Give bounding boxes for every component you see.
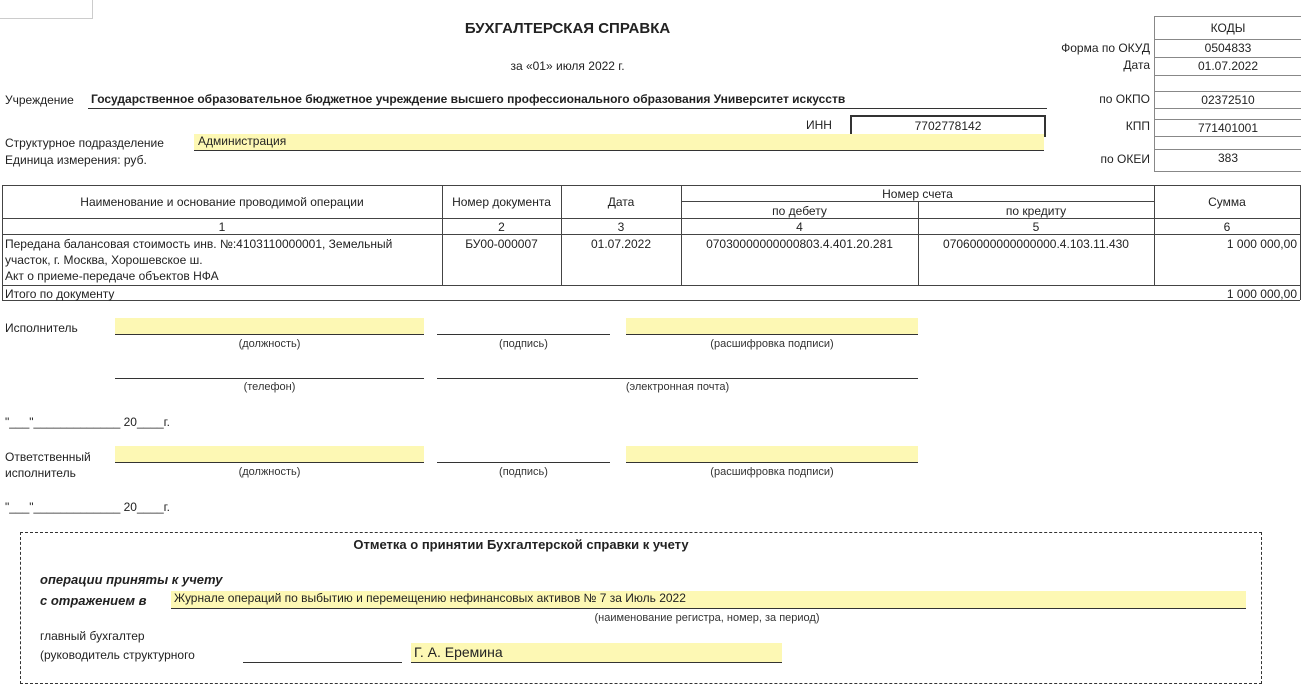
inn-label: ИНН xyxy=(806,118,832,132)
th-account: Номер счета xyxy=(882,187,953,201)
th-date: Дата xyxy=(607,195,635,209)
codes-box xyxy=(1154,16,1301,172)
date-code-value: 01.07.2022 xyxy=(1155,58,1301,76)
okei-value: 383 xyxy=(1217,151,1239,165)
executor-phone-caption: (телефон) xyxy=(243,381,296,393)
okpo-value: 02372510 xyxy=(1155,92,1301,109)
col-number: 5 xyxy=(1032,220,1040,234)
document-title: БУХГАЛТЕРСКАЯ СПРАВКА xyxy=(464,20,671,37)
responsible-signature-caption: (подпись) xyxy=(499,466,548,478)
responsible-signature-field[interactable] xyxy=(437,446,610,463)
col-number: 1 xyxy=(218,220,226,234)
kpp-value: 771401001 xyxy=(1155,120,1301,137)
row-name-line: Акт о приеме-передаче объектов НФА xyxy=(5,269,219,283)
inn-value: 7702778142 xyxy=(850,115,1046,137)
chief-signature-field[interactable] xyxy=(243,647,402,663)
executor-date-blank: "___"_____________ 20____г. xyxy=(5,415,170,429)
row-doc-no: БУ00-000007 xyxy=(465,237,538,251)
chief-line1: главный бухгалтер xyxy=(40,629,145,643)
row-sum: 1 000 000,00 xyxy=(1226,237,1297,251)
row-name-line: Передана балансовая стоимость инв. №:4103110000001, Земельный xyxy=(5,237,393,251)
chief-line2: (руководитель структурного xyxy=(40,648,195,662)
col-number: 4 xyxy=(796,220,803,234)
executor-signature-field[interactable] xyxy=(437,318,610,335)
executor-email-field[interactable] xyxy=(437,362,918,379)
responsible-position-caption: (должность) xyxy=(238,466,301,478)
codes-header: КОДЫ xyxy=(1155,17,1301,40)
total-label: Итого по документу xyxy=(5,287,115,301)
col-number: 6 xyxy=(1223,220,1231,234)
th-credit: по кредиту xyxy=(1005,204,1067,218)
total-value: 1 000 000,00 xyxy=(1226,287,1297,301)
th-name: Наименование и основание проводимой операции xyxy=(80,195,364,209)
document-date-line: за «01» июля 2022 г. xyxy=(510,59,625,73)
unit-label: Единица измерения: руб. xyxy=(5,153,147,167)
executor-label: Исполнитель xyxy=(5,321,78,335)
chief-name-field[interactable]: Г. А. Еремина xyxy=(411,643,782,663)
division-label: Структурное подразделение xyxy=(5,136,164,150)
acceptance-line1: операции приняты к учету xyxy=(40,572,223,587)
executor-decode-caption: (расшифровка подписи) xyxy=(710,338,834,350)
corner-tab xyxy=(0,0,93,19)
executor-phone-field[interactable] xyxy=(115,362,424,379)
date-code-label: Дата xyxy=(1123,58,1150,72)
row-date: 01.07.2022 xyxy=(590,237,652,251)
col-number: 3 xyxy=(617,220,625,234)
register-field[interactable]: Журнале операций по выбытию и перемещению нефинансовых активов № 7 за Июль 2022 xyxy=(171,591,1246,609)
th-sum: Сумма xyxy=(1208,195,1246,209)
executor-signature-caption: (подпись) xyxy=(499,338,548,350)
executor-position-caption: (должность) xyxy=(238,338,301,350)
register-caption: (наименование регистра, номер, за период) xyxy=(594,612,820,624)
acceptance-line2: с отражением в xyxy=(40,593,147,608)
row-debit: 07030000000000803.4.401.20.281 xyxy=(706,237,893,251)
responsible-decode-caption: (расшифровка подписи) xyxy=(710,466,834,478)
th-doc-no: Номер документа xyxy=(452,195,551,209)
institution-value: Государственное образовательное бюджетное учреждение высшего профессионального образования Университет искусств xyxy=(88,92,1047,109)
acceptance-box xyxy=(20,532,1262,684)
executor-decode-field[interactable] xyxy=(626,318,918,335)
responsible-date-blank: "___"_____________ 20____г. xyxy=(5,500,170,514)
responsible-position-field[interactable] xyxy=(115,446,424,463)
responsible-decode-field[interactable] xyxy=(626,446,918,463)
th-debit: по дебету xyxy=(772,204,827,218)
responsible-label-line2: исполнитель xyxy=(5,466,76,480)
row-credit: 07060000000000000.4.103.11.430 xyxy=(943,237,1129,251)
executor-position-field[interactable] xyxy=(115,318,424,335)
row-name-line: участок, г. Москва, Хорошевское ш. xyxy=(5,253,203,267)
col-number: 2 xyxy=(498,220,505,234)
executor-email-caption: (электронная почта) xyxy=(625,381,730,393)
okud-label: Форма по ОКУД xyxy=(1061,41,1150,55)
division-field[interactable]: Администрация xyxy=(194,134,1044,151)
acceptance-title: Отметка о принятии Бухгалтерской справки к учету xyxy=(353,537,689,552)
okei-label: по ОКЕИ xyxy=(1100,152,1150,166)
okud-value: 0504833 xyxy=(1155,40,1301,58)
institution-label: Учреждение xyxy=(5,93,74,107)
okpo-label: по ОКПО xyxy=(1099,92,1150,106)
responsible-label-line1: Ответственный xyxy=(5,450,91,464)
kpp-label: КПП xyxy=(1125,119,1150,133)
